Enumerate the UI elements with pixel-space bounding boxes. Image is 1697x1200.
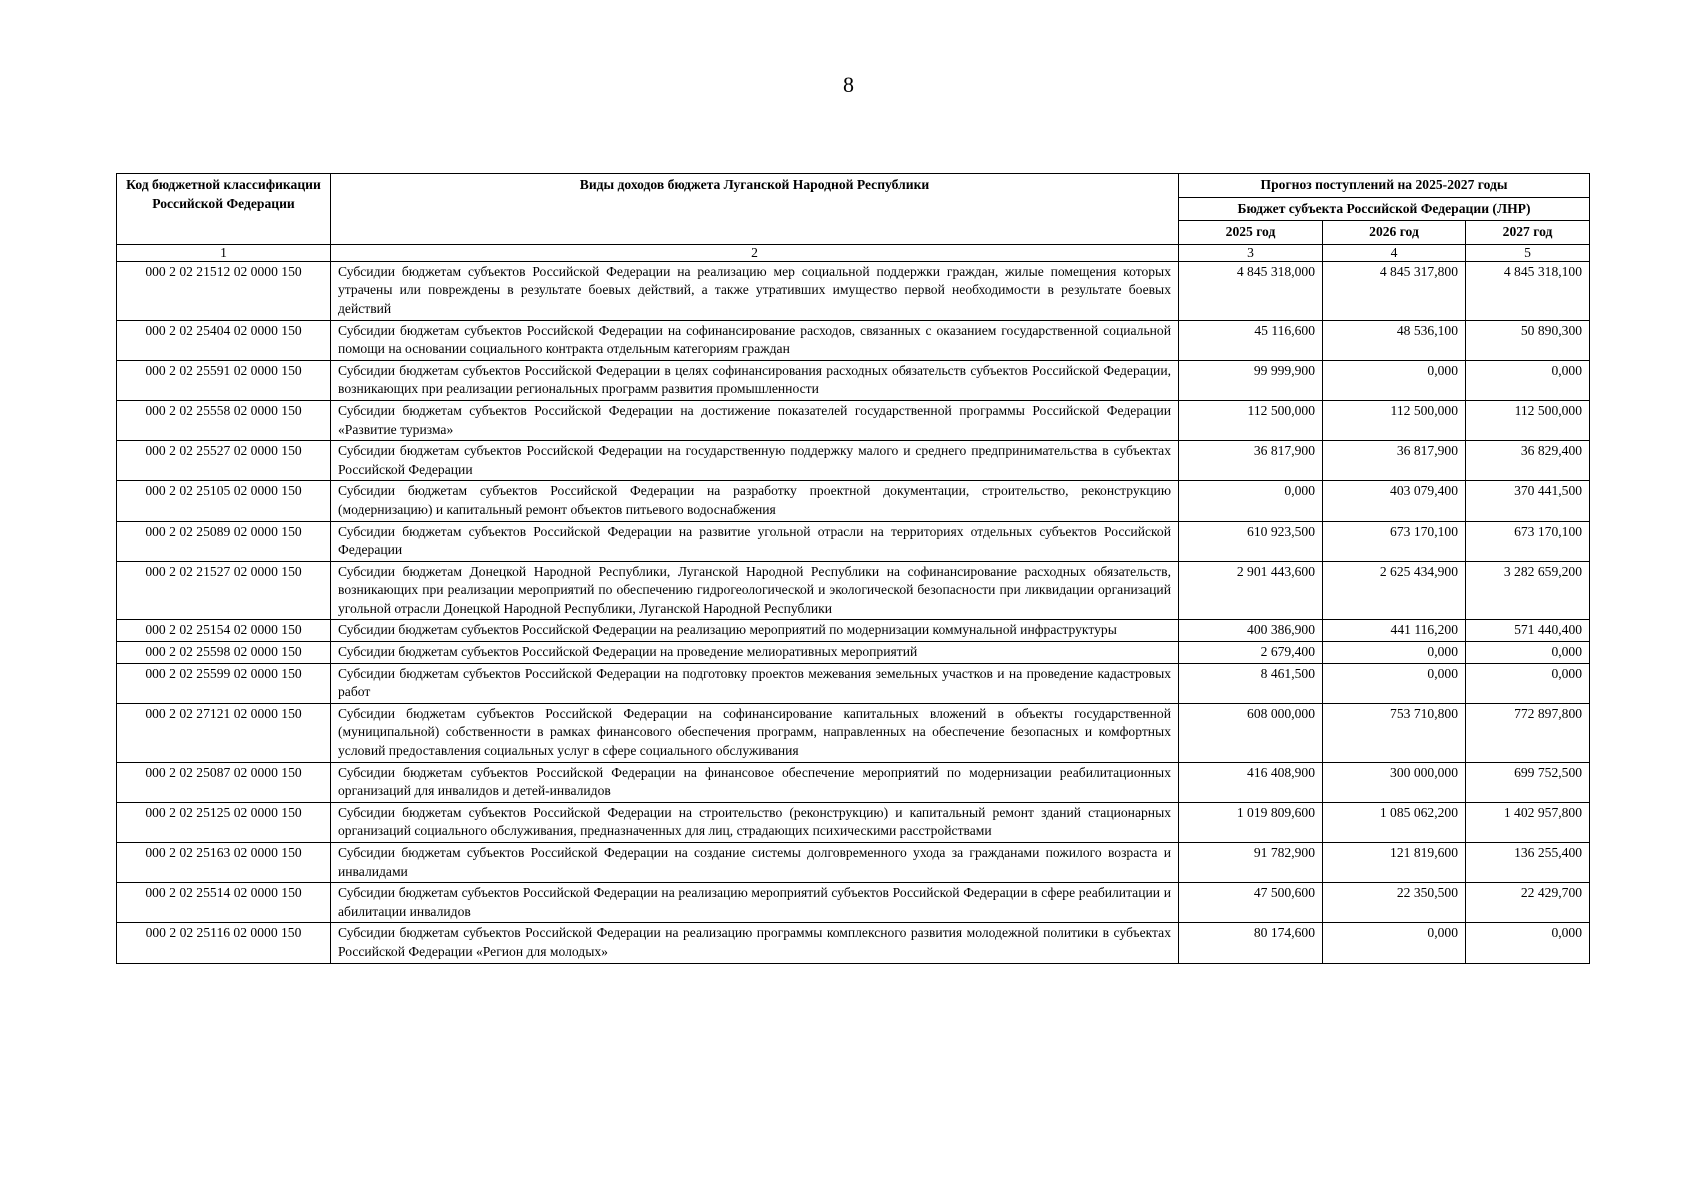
- column-number: 5: [1466, 244, 1590, 261]
- amount-2027-cell: 1 402 957,800: [1466, 802, 1590, 842]
- amount-2027-cell: 370 441,500: [1466, 481, 1590, 521]
- budget-code-cell: 000 2 02 21512 02 0000 150: [117, 261, 331, 320]
- table-row: [117, 762, 1590, 802]
- revenue-description-cell: Субсидии бюджетам субъектов Российской Федерации на софинансирование капитальных вложений в объекты государственной (муниципальной) собственности в рамках финансового обеспечения программ, направленных на обеспечение безопасных и комфортных условий предоставления социальных услуг в сфере социального обслуживания: [331, 703, 1179, 762]
- amount-2026-cell: 48 536,100: [1323, 320, 1466, 360]
- amount-2026-cell: 112 500,000: [1323, 400, 1466, 440]
- column-number: 3: [1179, 244, 1323, 261]
- amount-2027-cell: 699 752,500: [1466, 762, 1590, 802]
- amount-2026-cell: 403 079,400: [1323, 481, 1466, 521]
- header-code: Код бюджетной классификации Российской Федерации: [117, 174, 331, 245]
- amount-2025-cell: 1 019 809,600: [1179, 802, 1323, 842]
- amount-2025-cell: 400 386,900: [1179, 620, 1323, 642]
- amount-2027-cell: 36 829,400: [1466, 441, 1590, 481]
- table-row: [117, 360, 1590, 400]
- amount-2025-cell: 36 817,900: [1179, 441, 1323, 481]
- amount-2025-cell: 610 923,500: [1179, 521, 1323, 561]
- revenue-description-cell: Субсидии бюджетам субъектов Российской Федерации на подготовку проектов межевания земельных участков и на проведение кадастровых работ: [331, 663, 1179, 703]
- table-row: [117, 663, 1590, 703]
- column-number: 1: [117, 244, 331, 261]
- budget-code-cell: 000 2 02 25591 02 0000 150: [117, 360, 331, 400]
- table-row: [117, 843, 1590, 883]
- table-row: [117, 441, 1590, 481]
- table-row: [117, 521, 1590, 561]
- budget-code-cell: 000 2 02 25514 02 0000 150: [117, 883, 331, 923]
- budget-code-cell: 000 2 02 25558 02 0000 150: [117, 400, 331, 440]
- amount-2026-cell: 4 845 317,800: [1323, 261, 1466, 320]
- budget-code-cell: 000 2 02 25599 02 0000 150: [117, 663, 331, 703]
- budget-code-cell: 000 2 02 25105 02 0000 150: [117, 481, 331, 521]
- revenue-description-cell: Субсидии бюджетам субъектов Российской Федерации на достижение показателей государственной программы Российской Федерации «Развитие туризма»: [331, 400, 1179, 440]
- budget-code-cell: 000 2 02 25116 02 0000 150: [117, 923, 331, 963]
- revenue-description-cell: Субсидии бюджетам субъектов Российской Федерации на реализацию программы комплексного развития молодежной политики в субъектах Российской Федерации «Регион для молодых»: [331, 923, 1179, 963]
- amount-2025-cell: 45 116,600: [1179, 320, 1323, 360]
- amount-2027-cell: 3 282 659,200: [1466, 561, 1590, 620]
- amount-2027-cell: 112 500,000: [1466, 400, 1590, 440]
- amount-2027-cell: 22 429,700: [1466, 883, 1590, 923]
- revenue-description-cell: Субсидии бюджетам субъектов Российской Федерации на создание системы долговременного ухода за гражданами пожилого возраста и инвалидами: [331, 843, 1179, 883]
- revenue-description-cell: Субсидии бюджетам субъектов Российской Федерации на реализацию мер социальной поддержки граждан, жилые помещения которых утрачены или повреждены в результате боевых действий, а также утративших имущество первой необходимости в результате боевых действий: [331, 261, 1179, 320]
- revenue-description-cell: Субсидии бюджетам субъектов Российской Федерации на софинансирование расходов, связанных с оказанием государственной социальной помощи на основании социального контракта отдельным категориям граждан: [331, 320, 1179, 360]
- amount-2027-cell: 0,000: [1466, 642, 1590, 664]
- amount-2026-cell: 22 350,500: [1323, 883, 1466, 923]
- table-row: [117, 802, 1590, 842]
- amount-2027-cell: 0,000: [1466, 923, 1590, 963]
- revenue-description-cell: Субсидии бюджетам субъектов Российской Федерации на строительство (реконструкцию) и капитальный ремонт зданий стационарных организаций социального обслуживания, предназначенных для лиц, страдающих психическими расстройствами: [331, 802, 1179, 842]
- amount-2025-cell: 112 500,000: [1179, 400, 1323, 440]
- header-year-2027: 2027 год: [1466, 221, 1590, 245]
- revenue-description-cell: Субсидии бюджетам субъектов Российской Федерации на государственную поддержку малого и среднего предпринимательства в субъектах Российской Федерации: [331, 441, 1179, 481]
- amount-2027-cell: 50 890,300: [1466, 320, 1590, 360]
- amount-2026-cell: 121 819,600: [1323, 843, 1466, 883]
- table-row: [117, 923, 1590, 963]
- amount-2027-cell: 136 255,400: [1466, 843, 1590, 883]
- amount-2026-cell: 36 817,900: [1323, 441, 1466, 481]
- revenue-description-cell: Субсидии бюджетам субъектов Российской Федерации в целях софинансирования расходных обязательств субъектов Российской Федерации, возникающих при реализации региональных программ развития промышленности: [331, 360, 1179, 400]
- amount-2025-cell: 91 782,900: [1179, 843, 1323, 883]
- table-row: [117, 703, 1590, 762]
- amount-2026-cell: 753 710,800: [1323, 703, 1466, 762]
- budget-code-cell: 000 2 02 25089 02 0000 150: [117, 521, 331, 561]
- revenue-description-cell: Субсидии бюджетам субъектов Российской Федерации на реализацию мероприятий субъектов Российской Федерации в сфере реабилитации и абилитации инвалидов: [331, 883, 1179, 923]
- budget-code-cell: 000 2 02 25154 02 0000 150: [117, 620, 331, 642]
- budget-code-cell: 000 2 02 25163 02 0000 150: [117, 843, 331, 883]
- budget-code-cell: 000 2 02 25404 02 0000 150: [117, 320, 331, 360]
- budget-code-cell: 000 2 02 25527 02 0000 150: [117, 441, 331, 481]
- revenue-description-cell: Субсидии бюджетам субъектов Российской Федерации на реализацию мероприятий по модернизации коммунальной инфраструктуры: [331, 620, 1179, 642]
- amount-2025-cell: 99 999,900: [1179, 360, 1323, 400]
- header-year-2026: 2026 год: [1323, 221, 1466, 245]
- amount-2026-cell: 0,000: [1323, 923, 1466, 963]
- table-row: [117, 481, 1590, 521]
- amount-2025-cell: 47 500,600: [1179, 883, 1323, 923]
- revenue-description-cell: Субсидии бюджетам субъектов Российской Федерации на разработку проектной документации, строительство, реконструкцию (модернизацию) и капитальный ремонт объектов питьевого водоснабжения: [331, 481, 1179, 521]
- amount-2025-cell: 8 461,500: [1179, 663, 1323, 703]
- budget-code-cell: 000 2 02 25125 02 0000 150: [117, 802, 331, 842]
- header-budget: Бюджет субъекта Российской Федерации (ЛНР): [1179, 197, 1590, 221]
- amount-2026-cell: 0,000: [1323, 360, 1466, 400]
- amount-2026-cell: 441 116,200: [1323, 620, 1466, 642]
- amount-2027-cell: 4 845 318,100: [1466, 261, 1590, 320]
- budget-code-cell: 000 2 02 21527 02 0000 150: [117, 561, 331, 620]
- revenue-description-cell: Субсидии бюджетам субъектов Российской Федерации на финансовое обеспечение мероприятий по модернизации реабилитационных организаций для инвалидов и детей-инвалидов: [331, 762, 1179, 802]
- amount-2025-cell: 608 000,000: [1179, 703, 1323, 762]
- table-row: [117, 400, 1590, 440]
- revenue-description-cell: Субсидии бюджетам Донецкой Народной Республики, Луганской Народной Республики на софинансирование расходных обязательств, возникающих при реализации мероприятий по обеспечению гидрогеологической и экологической безопасности при ликвидации организаций угольной отрасли Донецкой Народной Республики, Луганской Народной Республики: [331, 561, 1179, 620]
- column-number: 4: [1323, 244, 1466, 261]
- amount-2027-cell: 673 170,100: [1466, 521, 1590, 561]
- amount-2026-cell: 0,000: [1323, 663, 1466, 703]
- amount-2026-cell: 2 625 434,900: [1323, 561, 1466, 620]
- amount-2025-cell: 2 901 443,600: [1179, 561, 1323, 620]
- amount-2026-cell: 1 085 062,200: [1323, 802, 1466, 842]
- table-row: [117, 620, 1590, 642]
- table-body: [117, 261, 1590, 963]
- amount-2025-cell: 2 679,400: [1179, 642, 1323, 664]
- amount-2025-cell: 4 845 318,000: [1179, 261, 1323, 320]
- column-number: 2: [331, 244, 1179, 261]
- amount-2026-cell: 300 000,000: [1323, 762, 1466, 802]
- table-row: [117, 261, 1590, 320]
- amount-2025-cell: 80 174,600: [1179, 923, 1323, 963]
- table-row: [117, 561, 1590, 620]
- amount-2027-cell: 0,000: [1466, 360, 1590, 400]
- amount-2026-cell: 0,000: [1323, 642, 1466, 664]
- budget-code-cell: 000 2 02 27121 02 0000 150: [117, 703, 331, 762]
- amount-2027-cell: 772 897,800: [1466, 703, 1590, 762]
- budget-code-cell: 000 2 02 25087 02 0000 150: [117, 762, 331, 802]
- header-year-2025: 2025 год: [1179, 221, 1323, 245]
- amount-2026-cell: 673 170,100: [1323, 521, 1466, 561]
- table-row: [117, 642, 1590, 664]
- revenue-forecast-table: [116, 173, 1590, 964]
- revenue-description-cell: Субсидии бюджетам субъектов Российской Федерации на проведение мелиоративных мероприятий: [331, 642, 1179, 664]
- amount-2025-cell: 416 408,900: [1179, 762, 1323, 802]
- header-revenue-types: Виды доходов бюджета Луганской Народной Республики: [331, 174, 1179, 245]
- page-number: 8: [843, 72, 854, 97]
- revenue-description-cell: Субсидии бюджетам субъектов Российской Федерации на развитие угольной отрасли на территориях отдельных субъектов Российской Федерации: [331, 521, 1179, 561]
- amount-2027-cell: 0,000: [1466, 663, 1590, 703]
- header-forecast: Прогноз поступлений на 2025-2027 годы: [1179, 174, 1590, 198]
- table-header: [117, 174, 1590, 262]
- table-row: [117, 883, 1590, 923]
- amount-2025-cell: 0,000: [1179, 481, 1323, 521]
- amount-2027-cell: 571 440,400: [1466, 620, 1590, 642]
- column-numbers-row: [117, 244, 1590, 261]
- table-row: [117, 320, 1590, 360]
- budget-code-cell: 000 2 02 25598 02 0000 150: [117, 642, 331, 664]
